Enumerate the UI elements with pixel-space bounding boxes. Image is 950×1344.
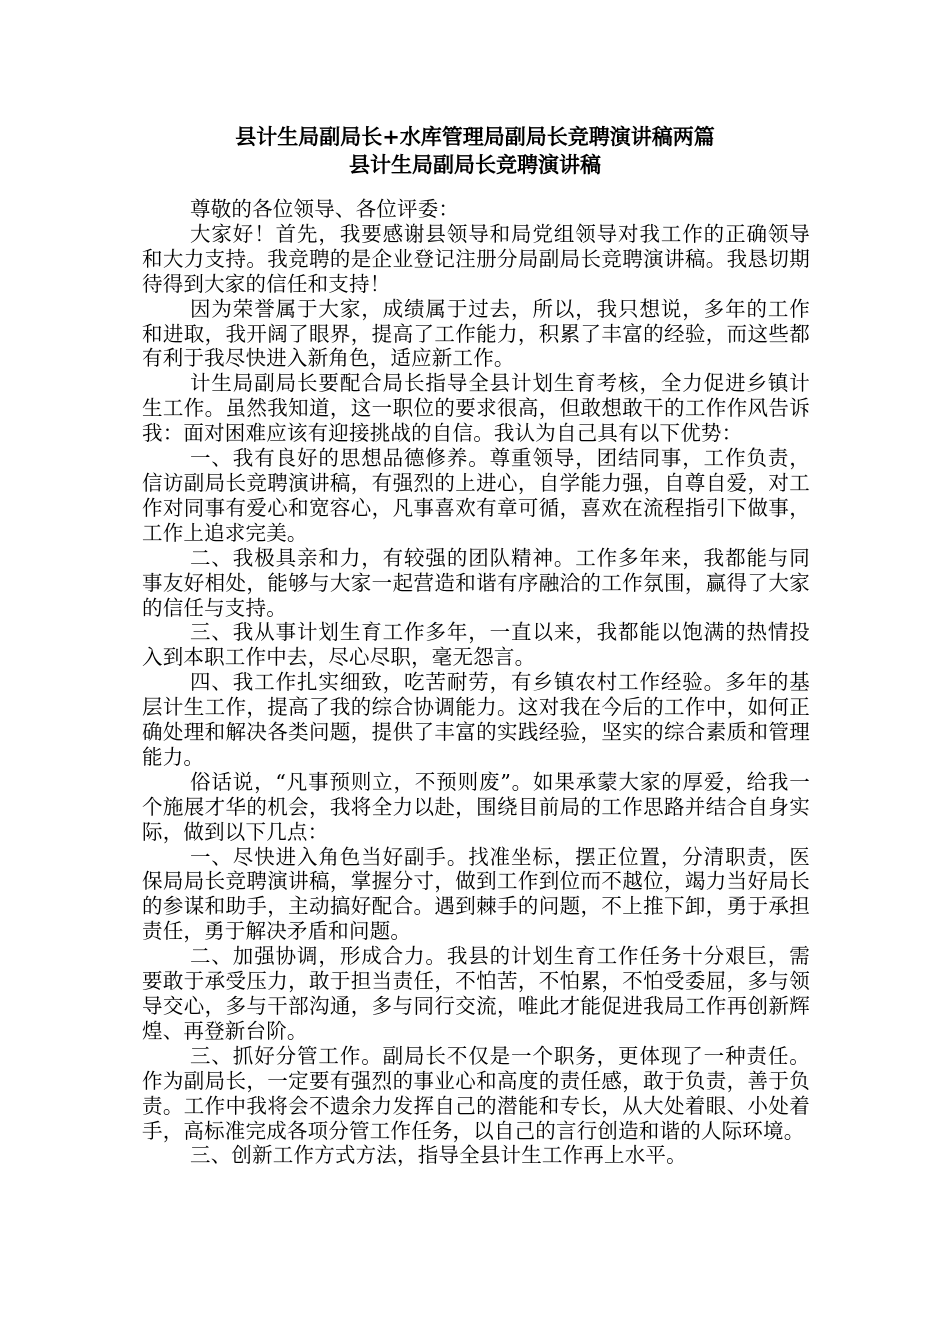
paragraph: 二、我极具亲和力，有较强的团队精神。工作多年来，我都能与同事友好相处，能够与大家一起营造和谐有序融洽的工作氛围，赢得了大家的信任与支持。 — [142, 545, 810, 620]
document-subtitle: 县计生局副局长竞聘演讲稿 — [349, 153, 601, 177]
paragraph: 二、加强协调，形成合力。我县的计划生育工作任务十分艰巨，需要敢于承受压力，敢于担当责任，不怕苦，不怕累，不怕受委屈，多与领导交心，多与干部沟通，多与同行交流，唯此才能促进我局工作再创新辉煌、再登新台阶。 — [142, 944, 810, 1043]
paragraph: 一、尽快进入角色当好副手。找准坐标，摆正位置，分清职责，医保局局长竞聘演讲稿，掌握分寸，做到工作到位而不越位，竭力当好局长的参谋和助手，主动搞好配合。遇到棘手的问题，不上推下卸，勇于承担责任，勇于解决矛盾和问题。 — [142, 844, 810, 944]
paragraph: 三、我从事计划生育工作多年，一直以来，我都能以饱满的热情投入到本职工作中去，尽心尽职，毫无怨言。 — [142, 620, 810, 670]
document-body — [142, 197, 810, 1168]
paragraph: 计生局副局长要配合局长指导全县计划生育考核，全力促进乡镇计生工作。虽然我知道，这一职位的要求很高，但敢想敢干的工作作风告诉我：面对困难应该有迎接挑战的自信。我认为自己具有以下优势： — [142, 371, 810, 446]
paragraph: 因为荣誉属于大家，成绩属于过去，所以，我只想说，多年的工作和进取，我开阔了眼界，提高了工作能力，积累了丰富的经验，而这些都有利于我尽快进入新角色，适应新工作。 — [142, 296, 810, 371]
paragraph-salutation: 尊敬的各位领导、各位评委： — [190, 197, 460, 221]
paragraph: 三、抓好分管工作。副局长不仅是一个职务，更体现了一种责任。作为副局长，一定要有强烈的事业心和高度的责任感，敢于负责，善于负责。工作中我将会不遗余力发挥自己的潜能和专长，从大处着眼、小处着手，高标准完成各项分管工作任务，以自己的言行创造和谐的人际环境。 — [142, 1043, 810, 1143]
paragraph: 俗话说，“凡事预则立，不预则废”。如果承蒙大家的厚爱，给我一个施展才华的机会，我将全力以赴，围绕目前局的工作思路并结合自身实际，做到以下几点： — [142, 769, 810, 844]
document-title: 县计生局副局长+水库管理局副局长竞聘演讲稿两篇 — [235, 125, 715, 149]
paragraph: 一、我有良好的思想品德修养。尊重领导，团结同事，工作负责，信访副局长竞聘演讲稿，有强烈的上进心，自学能力强，自尊自爱，对工作对同事有爱心和宽容心，凡事喜欢有章可循，喜欢在流程指引下做事，工作上追求完美。 — [142, 446, 810, 545]
paragraph: 四、我工作扎实细致，吃苦耐劳，有乡镇农村工作经验。多年的基层计生工作，提高了我的综合协调能力。这对我在今后的工作中，如何正确处理和解决各类问题，提供了丰富的实践经验，坚实的综合素质和管理能力。 — [142, 670, 810, 769]
paragraph-greeting: 大家好！首先，我要感谢县领导和局党组领导对我工作的正确领导和大力支持。我竞聘的是企业登记注册分局副局长竞聘演讲稿。我恳切期待得到大家的信任和支持！ — [142, 221, 810, 296]
paragraph: 三、创新工作方式方法，指导全县计生工作再上水平。 — [190, 1143, 687, 1168]
